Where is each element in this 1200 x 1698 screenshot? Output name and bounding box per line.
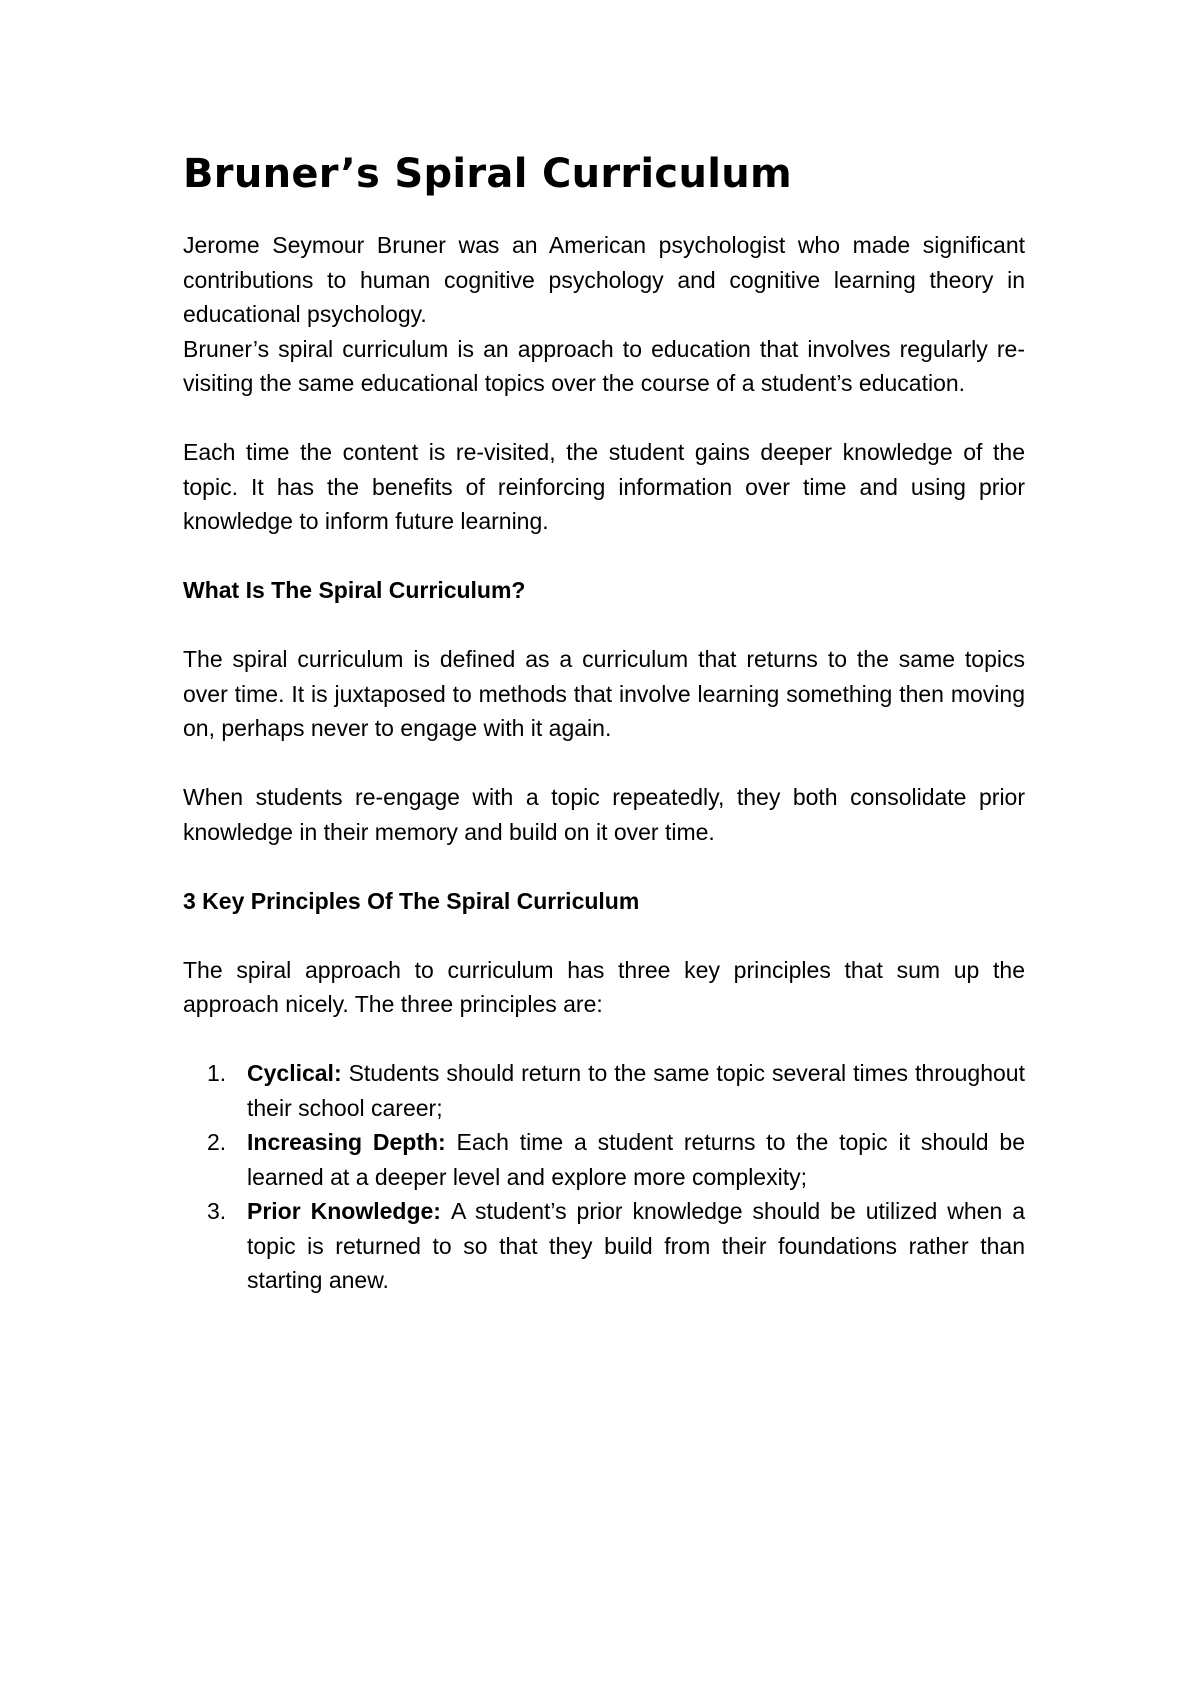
spacer — [183, 918, 1025, 953]
section-1-paragraph-1: The spiral curriculum is defined as a curriculum that returns to the same topics over time. It is juxtaposed to methods that involve learning something then moving on, perhaps never to engage with it again. — [183, 646, 1025, 741]
spacer — [183, 746, 1025, 781]
spacer — [183, 1022, 1025, 1057]
spacer — [183, 539, 1025, 574]
page-title: Bruner’s Spiral Curriculum — [183, 151, 792, 197]
list-item-term: Cyclical: — [247, 1060, 349, 1086]
list-item — [183, 1125, 1025, 1194]
list-item-text: Each time a student returns to the topic it should be learned at a deeper level and explore more complexity; — [247, 1129, 1025, 1190]
section-1-paragraph-2: When students re-engage with a topic repeatedly, they both consolidate prior knowledge in their memory and build on it over time. — [183, 784, 1025, 845]
list-item-term: Increasing Depth: — [247, 1129, 457, 1155]
section-2-intro: The spiral approach to curriculum has three key principles that sum up the approach nicely. The three principles are: — [183, 956, 1025, 1017]
intro-paragraph-1: Jerome Seymour Bruner was an American psychologist who made significant contributions to human cognitive psychology and cognitive learning theory in educational psychology. — [183, 232, 1025, 327]
intro-paragraph-2: Bruner’s spiral curriculum is an approach to education that involves regularly re-visiting the same educational topics over the course of a student’s education. — [183, 335, 1025, 396]
intro-paragraph-3: Each time the content is re-visited, the student gains deeper knowledge of the topic. It has the benefits of reinforcing information over time and using prior knowledge to inform future learning. — [183, 439, 1025, 534]
list-item — [183, 1194, 1025, 1298]
list-item-text: Students should return to the same topic several times throughout their school career; — [247, 1060, 1025, 1121]
spacer — [183, 849, 1025, 884]
section-heading-what-is: What Is The Spiral Curriculum? — [183, 577, 526, 603]
list-item-text: A student’s prior knowledge should be utilized when a topic is returned to so that they build from their foundations rather than starting anew. — [247, 1198, 1026, 1293]
list-item-number: 1. — [207, 1060, 227, 1086]
principles-list — [183, 1056, 1025, 1298]
spacer — [183, 608, 1025, 643]
section-heading-key-principles: 3 Key Principles Of The Spiral Curriculum — [183, 887, 640, 914]
list-item — [183, 1056, 1025, 1125]
spacer — [183, 401, 1025, 436]
list-item-number: 3. — [207, 1198, 227, 1224]
list-item-number: 2. — [207, 1129, 227, 1155]
document-page — [183, 150, 1025, 1298]
list-item-term: Prior Knowledge: — [247, 1198, 451, 1224]
